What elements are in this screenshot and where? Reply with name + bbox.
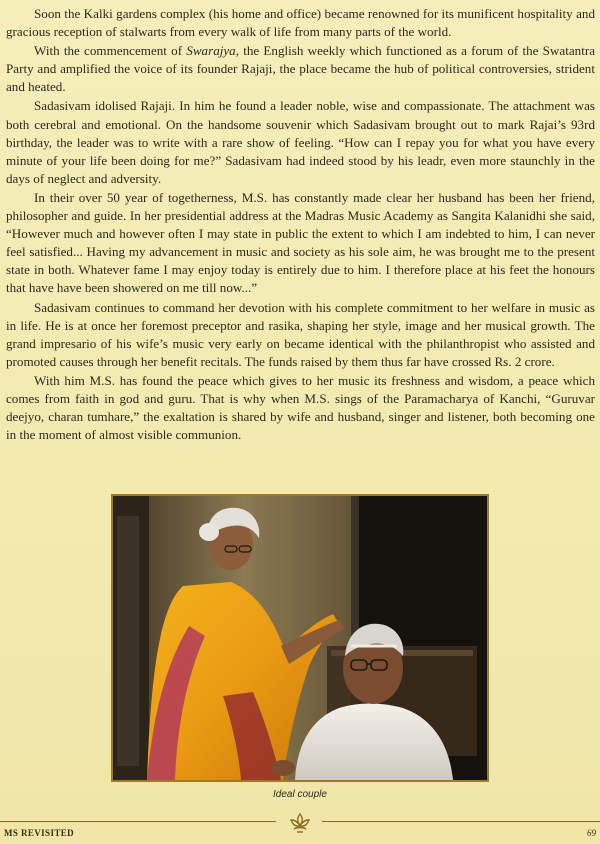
couple-photo-illustration — [113, 496, 487, 780]
page-number: 69 — [587, 828, 596, 838]
couple-photo — [111, 494, 489, 782]
footer-rule-left — [0, 821, 276, 822]
footer-rule-right — [322, 821, 600, 822]
photo-caption: Ideal couple — [273, 789, 327, 800]
lotus-emblem-icon — [287, 812, 313, 834]
footer-publication-title: MS REVISITED — [4, 828, 75, 838]
paragraph-4: In their over 50 year of togetherness, M.S. has constantly made clear her husband has been her friend, philosopher and guide. In her presidential address at the Madras Music Academy as Sangita Kalanidhi she said, “However much and however often I may state in public the extent to which I am indebted to him, I can never feel satisfied... Having my advancement in music and society as his sole aim, he was brought me to the present state in both. Whatever fame I may enjoy today is entirely due to him. I therefore place at his feet the honours that have have been showered on me till now...” — [6, 189, 595, 296]
paragraph-3: Sadasivam idolised Rajaji. In him he found a leader noble, wise and compassionate. The attachment was both cerebral and emotional. On the handsome souvenir which Sadasivam brought out to mark Rajai’s 93rd birthday, the leader was to write with a rare show of feeling. “How can I repay you for what you have every minute of your life been doing for me?” Sadasivam had indeed stood by his leadr, even more staunchly in the days of neglect and adversity. — [6, 98, 595, 186]
paragraph-1: Soon the Kalki gardens complex (his home and office) became renowned for its munificent hospitality and gracious reception of stalwarts from every walk of life from many parts of the world. — [6, 6, 595, 40]
publication-title: Swarajya, — [186, 43, 240, 59]
paragraph-2: With the commencement of Swarajya, the English weekly which functioned as a forum of the Swatantra Party and amplified the voice of its founder Rajaji, the place became the hub of political controversies, strident and heated. — [6, 43, 596, 95]
paragraph-6: With him M.S. has found the peace which gives to her music its freshness and wisdom, a peace which comes from faith in god and guru. That is why when M.S. sings of the Paramacharya of Kanchi, “Guruvar deejyo, charan tumhare,” the exaltation is shared by wife and husband, singer and listener, both becoming one in the moment of almost visible communion. — [6, 372, 595, 443]
article-body — [6, 5, 595, 445]
paragraph-5: Sadasivam continues to command her devotion with his complete commitment to her welfare in music as in life. He is at once her foremost preceptor and rasika, shaping her style, image and her musical growth. The grand impresario of his wife’s music very early on became identical with the philanthropist who assisted and promoted causes through her benefit recitals. The funds raised by them thus far have crossed Rs. 2 crore. — [6, 299, 595, 369]
